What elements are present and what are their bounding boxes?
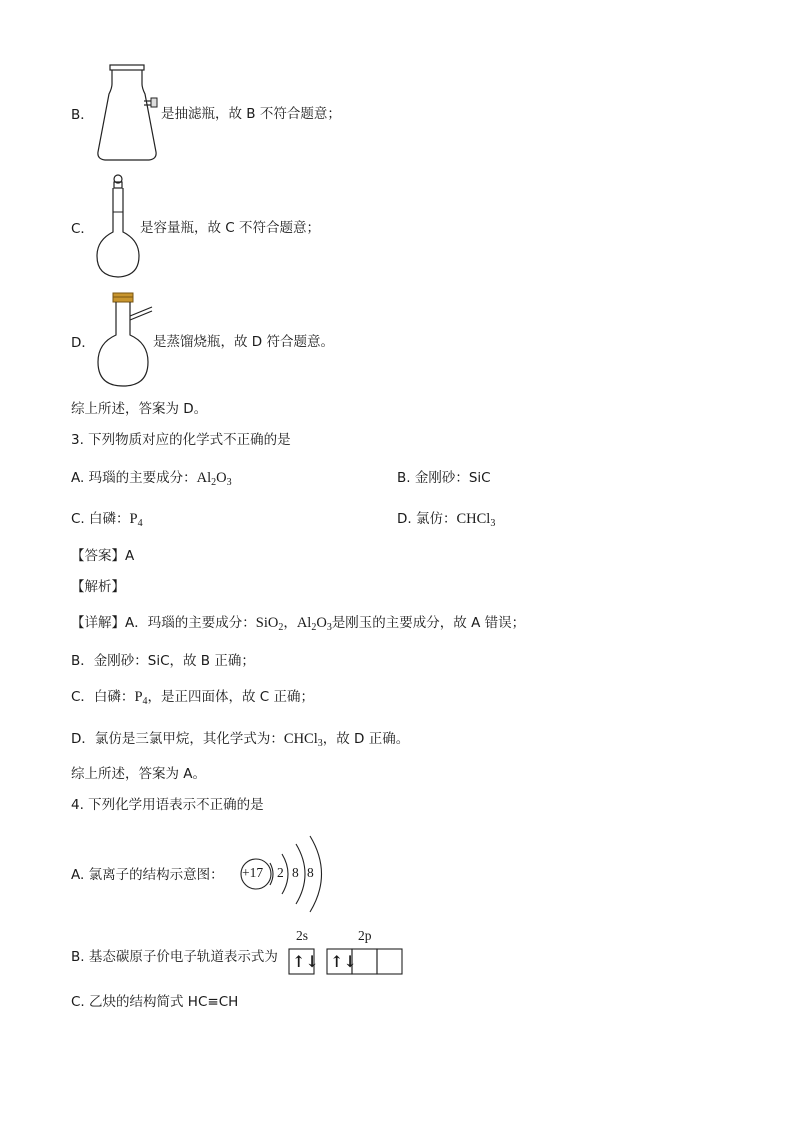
q3-option-b: [397, 469, 491, 487]
q4-option-a-text: A. 氯离子的结构示意图：: [71, 867, 224, 883]
option-c-label: C．: [71, 221, 94, 237]
q3-detail-a: 【详解】A．玛瑙的主要成分：SiO$_2$，$Al_2O_3$是刚玉的主要成分，故 A 错误；: [71, 615, 526, 633]
q3-answer-value: A: [125, 548, 135, 564]
q3-option-b-formula: SiC: [468, 470, 491, 486]
option-b-label: B．: [71, 107, 94, 123]
q3-answer: [71, 547, 134, 565]
q3-option-a-label: A. 玛瑙的主要成分：: [71, 470, 197, 486]
q3-option-a-formula: $Al_2O_3$: [196, 470, 232, 488]
option-b-text: 是抽滤瓶，故 B 不符合题意；: [161, 106, 341, 122]
chloride-ion-diagram: [238, 836, 328, 914]
q3-option-d: [397, 510, 495, 528]
q4-option-b-text: B. 基态碳原子价电子轨道表示式为: [71, 949, 278, 965]
orbital-2s-electrons: ↑↓: [292, 952, 319, 971]
q3-answer-tag: 【答案】: [71, 548, 125, 564]
option-c-text: 是容量瓶，故 C 不符合题意；: [140, 220, 321, 236]
shell-3-count: 8: [307, 865, 314, 880]
shell-2-count: 8: [292, 865, 299, 880]
q2-summary: 综上所述，答案为 D。: [71, 401, 208, 417]
q3-detail-d: D．氯仿是三氯甲烷，其化学式为：CHCl$_3$，故 D 正确。: [71, 731, 410, 749]
q3-detail-b: B．金刚砂：SiC，故 B 正确；: [71, 653, 255, 669]
q3-option-c-label: C. 白磷：: [71, 511, 130, 527]
q4-stem: 4. 下列化学用语表示不正确的是: [71, 797, 264, 813]
distillation-flask-icon: [96, 290, 161, 390]
volumetric-flask-icon: [94, 172, 144, 282]
label-2p: 2p: [358, 928, 372, 943]
option-d-label: D．: [71, 335, 95, 351]
orbital-2p-electrons: ↑↓: [330, 952, 357, 971]
q3-option-c: [71, 510, 143, 528]
orbital-diagram: [288, 928, 408, 976]
q3-option-d-formula: CHCl$_3$: [456, 511, 496, 529]
q3-option-c-formula: $P_4$: [129, 511, 143, 529]
label-2s: 2s: [296, 928, 309, 943]
q3-analysis-tag: 【解析】: [71, 579, 125, 595]
suction-flask-icon: [96, 64, 166, 164]
option-d-text: 是蒸馏烧瓶，故 D 符合题意。: [153, 334, 334, 350]
shell-1-count: 2: [277, 865, 284, 880]
nucleus-charge: +17: [242, 865, 264, 880]
q3-option-d-label: D. 氯仿：: [397, 511, 457, 527]
q4-option-c-text: C. 乙炔的结构简式 HC≡CH: [71, 994, 239, 1010]
q3-stem: 3. 下列物质对应的化学式不正确的是: [71, 432, 291, 448]
q3-option-a: [71, 469, 232, 487]
q3-detail-c: C．白磷：$P_4$，是正四面体，故 C 正确；: [71, 689, 315, 707]
q3-summary: 综上所述，答案为 A。: [71, 766, 207, 782]
q3-option-b-label: B. 金刚砂：: [397, 470, 469, 486]
